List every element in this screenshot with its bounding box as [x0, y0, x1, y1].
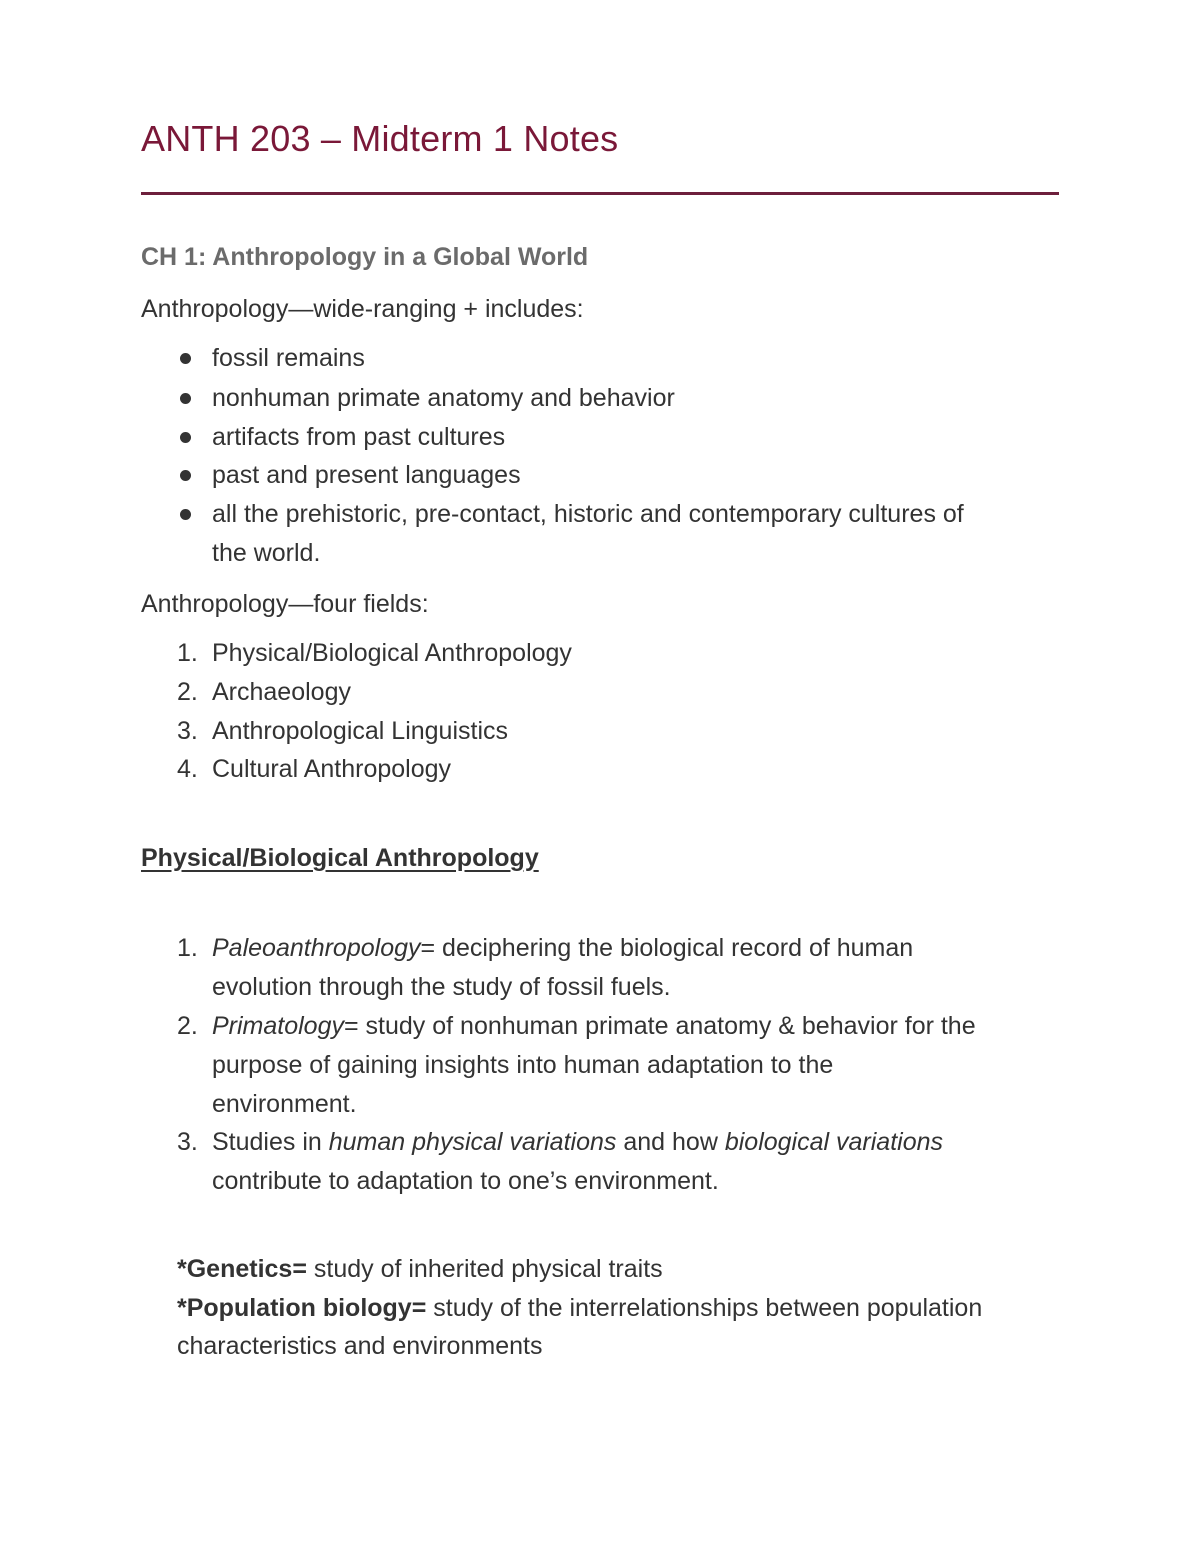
list-item: fossil remains: [212, 344, 365, 372]
list-item: artifacts from past cultures: [212, 423, 506, 451]
term-human-physical-variations: human physical variations: [328, 1128, 617, 1156]
intro-line: Anthropology—wide-ranging + includes:: [141, 295, 584, 323]
fields-line: Anthropology—four fields:: [141, 590, 429, 618]
bullet-icon: [180, 432, 191, 443]
field-item: Archaeology: [212, 678, 351, 706]
document-title: ANTH 203 – Midterm 1 Notes: [141, 118, 619, 159]
field-number: 2.: [177, 678, 198, 706]
field-number: 3.: [177, 717, 198, 745]
definition-text: = study of nonhuman primate anatomy & behavior for the: [344, 1012, 976, 1040]
field-number: 4.: [177, 755, 198, 783]
term-primatology: Primatology: [212, 1012, 344, 1040]
subfield-number: 3.: [177, 1128, 198, 1156]
definition-text: study of inherited physical traits: [306, 1255, 663, 1283]
field-item: Anthropological Linguistics: [212, 717, 509, 745]
subfield-item-variations: [212, 1128, 943, 1157]
subfield-line: environment.: [212, 1090, 357, 1118]
subfield-number: 1.: [177, 934, 198, 962]
field-number: 1.: [177, 639, 198, 667]
bullet-icon: [180, 509, 191, 520]
subfield-number: 2.: [177, 1012, 198, 1040]
list-item-continuation: the world.: [212, 539, 321, 567]
term-paleoanthropology: Paleoanthropology: [212, 934, 421, 962]
term-biological-variations: biological variations: [724, 1128, 944, 1156]
definition-text: and how: [616, 1128, 725, 1156]
bullet-icon: [180, 393, 191, 404]
subfield-item-paleoanthropology: [212, 934, 913, 963]
field-item: Physical/Biological Anthropology: [212, 639, 572, 667]
bullet-icon: [180, 470, 191, 481]
term-population-biology: *Population biology=: [177, 1294, 427, 1322]
definition-text: = deciphering the biological record of human: [420, 934, 914, 962]
note-population-biology: [177, 1294, 982, 1323]
term-genetics: *Genetics=: [177, 1255, 307, 1283]
list-item: past and present languages: [212, 461, 521, 489]
definition-text: study of the interrelationships between population: [426, 1294, 983, 1322]
subfield-item-primatology: [212, 1012, 976, 1041]
definition-text: Studies in: [212, 1128, 329, 1156]
section-title: Physical/Biological Anthropology: [141, 844, 539, 872]
list-item: nonhuman primate anatomy and behavior: [212, 384, 675, 412]
chapter-heading: CH 1: Anthropology in a Global World: [141, 243, 589, 271]
subfield-line: contribute to adaptation to one’s environment.: [212, 1167, 719, 1195]
field-item: Cultural Anthropology: [212, 755, 452, 783]
note-line: characteristics and environments: [177, 1332, 543, 1360]
subfield-line: evolution through the study of fossil fuels.: [212, 973, 671, 1001]
list-item: all the prehistoric, pre-contact, historic and contemporary cultures of: [212, 500, 964, 528]
title-divider: [141, 192, 1059, 195]
note-genetics: [177, 1255, 663, 1284]
bullet-icon: [180, 353, 191, 364]
subfield-line: purpose of gaining insights into human adaptation to the: [212, 1051, 834, 1079]
